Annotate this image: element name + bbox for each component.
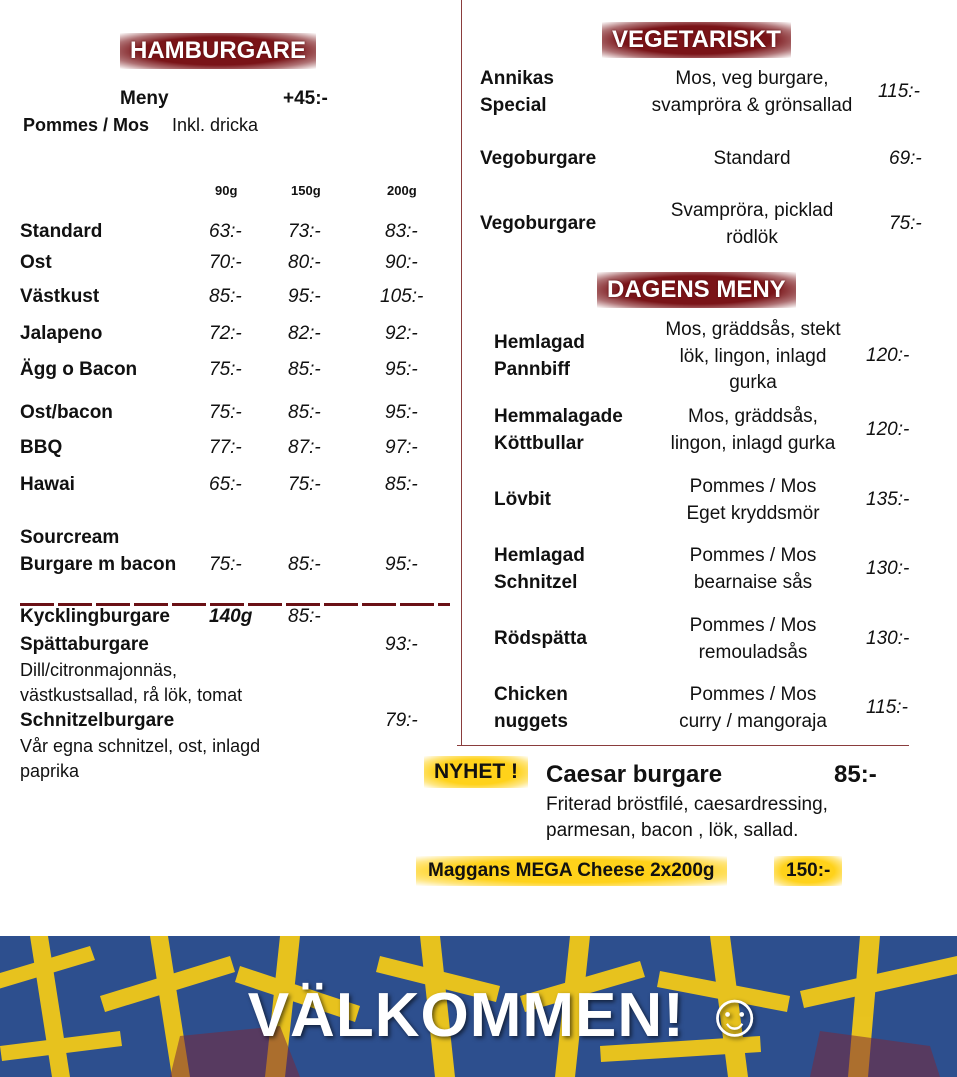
item-name-line1: Chicken	[494, 684, 568, 705]
item-name-line1: Hemmalagade	[494, 406, 623, 427]
caesar-desc-line1: Friterad bröstfilé, caesardressing,	[546, 794, 828, 815]
price-200g: 95:-	[385, 359, 418, 380]
item-name: Vegoburgare	[480, 213, 597, 234]
price-90g: 85:-	[209, 286, 242, 307]
item-desc-line1: Mos, gräddsås, stekt	[665, 319, 841, 340]
item-name: Jalapeno	[20, 323, 103, 344]
price-90g: 77:-	[209, 437, 242, 458]
item-desc-line2: bearnaise sås	[693, 572, 813, 593]
item-name: Ägg o Bacon	[20, 359, 138, 380]
item-desc-line2: remouladsås	[698, 642, 808, 663]
welcome-text: VÄLKOMMEN! ☺	[247, 981, 768, 1050]
item-name: Kycklingburgare	[20, 606, 170, 627]
item-price: 79:-	[385, 710, 418, 731]
price-200g: 92:-	[385, 323, 418, 344]
item-name: Ost/bacon	[20, 402, 113, 423]
item-desc-line1: Mos, gräddsås,	[688, 406, 818, 427]
price-200g: 97:-	[385, 437, 418, 458]
item-name: Rödspätta	[494, 628, 587, 649]
item-desc-line2: paprika	[20, 761, 80, 781]
price-200g: 83:-	[385, 221, 418, 242]
pommes-mos-label: Pommes / Mos	[23, 115, 150, 135]
meny-label: Meny	[120, 88, 169, 109]
item-price: 120:-	[866, 345, 910, 366]
price-90g: 70:-	[209, 252, 242, 273]
price-200g: 95:-	[385, 402, 418, 423]
size-90g: 90g	[215, 183, 238, 198]
price-200g: 95:-	[385, 554, 418, 575]
price-150g: 85:-	[288, 402, 321, 423]
price-90g: 75:-	[209, 359, 242, 380]
item-name: Schnitzelburgare	[20, 710, 175, 731]
item-name: Vegoburgare	[480, 148, 597, 169]
price-150g: 87:-	[288, 437, 321, 458]
price-150g: 85:-	[288, 554, 321, 575]
vegetariskt-heading: VEGETARISKT	[602, 22, 791, 58]
item-weight: 140g	[209, 606, 253, 627]
item-name-line2: Burgare m bacon	[20, 554, 177, 575]
item-desc-line1: Dill/citronmajonnäs,	[20, 660, 178, 680]
price-200g: 90:-	[385, 252, 418, 273]
section-divider	[457, 745, 909, 746]
item-desc-line2: rödlök	[726, 227, 778, 248]
price-150g: 73:-	[288, 221, 321, 242]
price-90g: 63:-	[209, 221, 242, 242]
item-desc-line2: curry / mangoraja	[679, 711, 827, 732]
price-150g: 85:-	[288, 359, 321, 380]
item-price: 115:-	[878, 81, 920, 102]
price-90g: 75:-	[209, 402, 242, 423]
item-desc-line2: västkustsallad, rå lök, tomat	[20, 685, 243, 705]
item-name-line2: Köttbullar	[494, 433, 584, 454]
item-desc-line1: Pommes / Mos	[689, 615, 817, 636]
price-90g: 65:-	[209, 474, 242, 495]
item-desc-line1: Svamprörа, picklad	[670, 200, 834, 221]
dagens-meny-heading: DAGENS MENY	[597, 272, 796, 308]
item-name-line2: Pannbiff	[494, 359, 570, 380]
price-150g: 75:-	[288, 474, 321, 495]
size-150g: 150g	[291, 183, 321, 198]
item-name: Spättaburgare	[20, 634, 149, 655]
item-desc-line1: Pommes / Mos	[689, 684, 817, 705]
item-name-line2: Schnitzel	[494, 572, 578, 593]
item-price: 135:-	[866, 489, 910, 510]
item-desc-line2: lök, lingon, inlagd	[679, 346, 827, 367]
item-desc-line1: Vår egna schnitzel, ost, inlagd	[20, 736, 261, 756]
price-90g: 75:-	[209, 554, 242, 575]
item-price: 130:-	[866, 558, 910, 579]
price-200g: 85:-	[385, 474, 418, 495]
column-divider	[461, 0, 462, 745]
mega-cheese-name: Maggans MEGA Cheese 2x200g	[416, 856, 727, 886]
item-desc-line2: svamprörа & grönsallad	[651, 95, 853, 116]
mega-cheese-price: 150:-	[774, 856, 842, 886]
item-desc-line1: Mos, veg burgare,	[675, 68, 829, 89]
caesar-desc-line2: parmesan, bacon , lök, sallad.	[546, 820, 799, 841]
item-price: 130:-	[866, 628, 910, 649]
item-name: Standard	[20, 221, 103, 242]
item-name: BBQ	[20, 437, 63, 458]
item-desc-line1: Pommes / Mos	[689, 476, 817, 497]
price-150g: 82:-	[288, 323, 321, 344]
nyhet-badge: NYHET !	[424, 756, 528, 788]
item-desc-line3: gurka	[729, 372, 777, 393]
item-name-line1: Annikas	[480, 68, 554, 89]
item-name-line2: Special	[480, 95, 547, 116]
item-desc-line1: Pommes / Mos	[689, 545, 817, 566]
item-name: Lövbit	[494, 489, 551, 510]
item-name: Ost	[20, 252, 52, 273]
item-name-line1: Hemlagad	[494, 545, 585, 566]
caesar-burgare-name: Caesar burgare	[546, 761, 723, 788]
inkl-dricka-label: Inkl. dricka	[172, 115, 259, 135]
size-200g: 200g	[387, 183, 417, 198]
caesar-burgare-price: 85:-	[834, 761, 877, 788]
item-price: 69:-	[889, 148, 922, 169]
item-price: 85:-	[288, 606, 321, 627]
price-200g: 105:-	[380, 286, 424, 307]
price-150g: 80:-	[288, 252, 321, 273]
hamburgare-heading: HAMBURGARE	[120, 33, 316, 69]
item-desc: Standard	[713, 148, 791, 169]
item-price: 115:-	[866, 697, 908, 718]
item-name: Västkust	[20, 286, 100, 307]
item-price: 120:-	[866, 419, 910, 440]
meny-price: +45:-	[283, 88, 328, 109]
item-name-line2: nuggets	[494, 711, 568, 732]
item-price: 93:-	[385, 634, 418, 655]
item-name-line1: Hemlagad	[494, 332, 585, 353]
item-desc-line2: lingon, inlagd gurka	[670, 433, 836, 454]
item-desc-line2: Eget kryddsmör	[686, 503, 820, 524]
price-150g: 95:-	[288, 286, 321, 307]
price-90g: 72:-	[209, 323, 242, 344]
item-name: Hawai	[20, 474, 75, 495]
item-price: 75:-	[889, 213, 922, 234]
item-name-line1: Sourcream	[20, 527, 120, 548]
